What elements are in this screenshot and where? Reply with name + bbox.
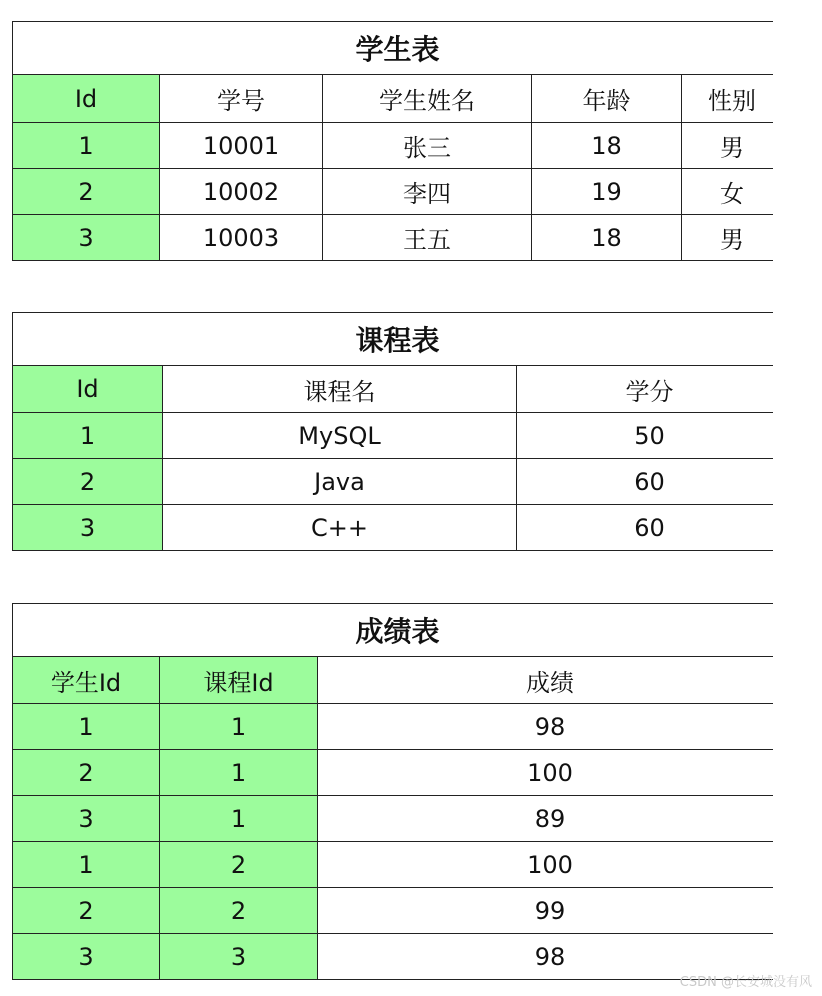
table-cell: 1: [13, 413, 163, 459]
table-cell: 男: [682, 215, 783, 261]
header-cell-id: Id: [13, 366, 163, 413]
table-cell: 3: [13, 934, 160, 980]
table-cell: 男: [682, 123, 783, 169]
score-table-title: 成绩表: [13, 604, 783, 657]
table-cell: 王五: [323, 215, 532, 261]
header-cell-student-name: 学生姓名: [323, 75, 532, 123]
table-cell: 99: [318, 888, 783, 934]
header-cell-gender: 性别: [682, 75, 783, 123]
student-table: [12, 21, 783, 261]
table-cell: 1: [160, 750, 318, 796]
table-row: [13, 459, 783, 505]
table-cell: 1: [13, 842, 160, 888]
table-cell: 3: [160, 934, 318, 980]
table-cell: 1: [13, 123, 160, 169]
table-cell: C++: [163, 505, 517, 551]
course-table-title: 课程表: [13, 313, 783, 366]
student-table-title: 学生表: [13, 22, 783, 75]
table-row: [13, 413, 783, 459]
table-cell: MySQL: [163, 413, 517, 459]
table-cell: 2: [13, 459, 163, 505]
header-cell-id: Id: [13, 75, 160, 123]
header-cell-student-no: 学号: [160, 75, 323, 123]
table-row: [13, 842, 783, 888]
table-cell: 女: [682, 169, 783, 215]
table-cell: 60: [517, 459, 783, 505]
table-cell: 张三: [323, 123, 532, 169]
table-cell: 10001: [160, 123, 323, 169]
table-cell: 李四: [323, 169, 532, 215]
table-cell: 50: [517, 413, 783, 459]
table-row: [13, 169, 783, 215]
table-cell: 98: [318, 704, 783, 750]
table-cell: 10002: [160, 169, 323, 215]
table-cell: 18: [532, 215, 682, 261]
table-row: [13, 215, 783, 261]
table-cell: 100: [318, 750, 783, 796]
header-cell-age: 年龄: [532, 75, 682, 123]
header-cell-course-name: 课程名: [163, 366, 517, 413]
header-cell-score: 成绩: [318, 657, 783, 704]
table-cell: 2: [13, 169, 160, 215]
table-cell: 3: [13, 215, 160, 261]
header-cell-course-id: 课程Id: [160, 657, 318, 704]
table-cell: Java: [163, 459, 517, 505]
table-row: [13, 505, 783, 551]
table-row: [13, 750, 783, 796]
course-table: [12, 312, 783, 551]
table-cell: 19: [532, 169, 682, 215]
score-table: [12, 603, 783, 980]
table-row: [13, 888, 783, 934]
table-cell: 89: [318, 796, 783, 842]
table-row: [13, 934, 783, 980]
right-edge-mask: [773, 0, 822, 996]
table-row: [13, 704, 783, 750]
table-cell: 2: [160, 888, 318, 934]
table-row: [13, 796, 783, 842]
table-cell: 100: [318, 842, 783, 888]
table-cell: 2: [13, 888, 160, 934]
watermark: CSDN @长安城没有风: [679, 975, 812, 990]
table-cell: 1: [160, 704, 318, 750]
table-cell: 2: [13, 750, 160, 796]
table-cell: 18: [532, 123, 682, 169]
table-cell: 60: [517, 505, 783, 551]
header-cell-student-id: 学生Id: [13, 657, 160, 704]
table-cell: 98: [318, 934, 783, 980]
table-cell: 2: [160, 842, 318, 888]
table-row: [13, 123, 783, 169]
table-cell: 10003: [160, 215, 323, 261]
table-cell: 1: [13, 704, 160, 750]
header-cell-credit: 学分: [517, 366, 783, 413]
table-cell: 3: [13, 505, 163, 551]
table-cell: 3: [13, 796, 160, 842]
table-cell: 1: [160, 796, 318, 842]
